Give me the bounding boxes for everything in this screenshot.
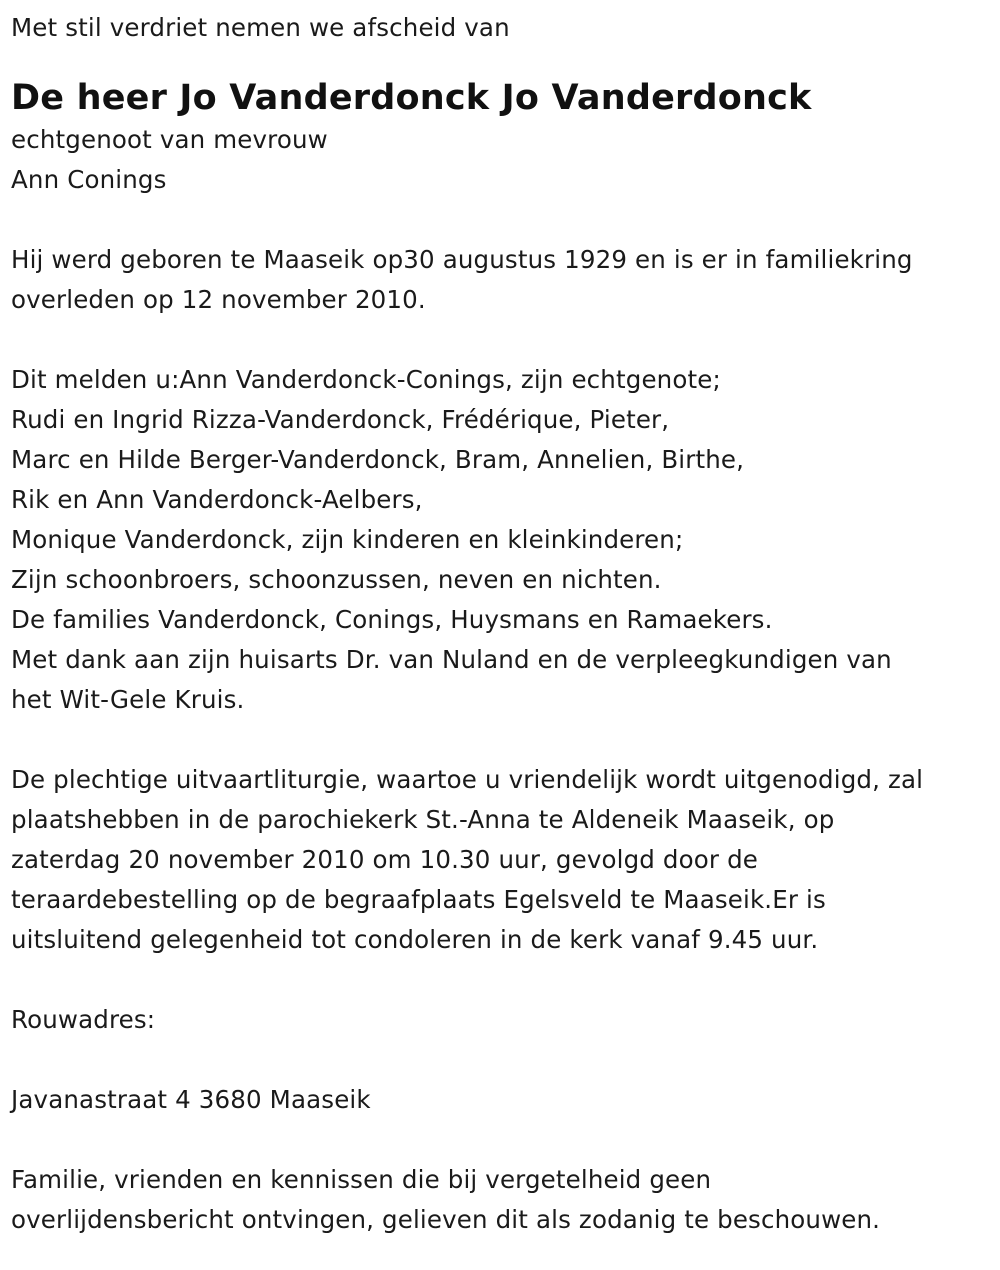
family-line: De families Vanderdonck, Conings, Huysmans en Ramaekers. <box>11 605 773 634</box>
spacer <box>11 1120 996 1160</box>
closing-line: overlijdensbericht ontvingen, gelieven dit als zodanig te beschouwen. <box>11 1205 881 1234</box>
family-line: het Wit-Gele Kruis. <box>11 685 245 714</box>
ceremony-line: zaterdag 20 november 2010 om 10.30 uur, gevolgd door de <box>11 845 758 874</box>
spacer <box>11 320 996 360</box>
address-label: Rouwadres: <box>11 1005 156 1034</box>
intro-text: Met stil verdriet nemen we afscheid van <box>11 13 510 42</box>
ceremony-line: uitsluitend gelegenheid tot condoleren in de kerk vanaf 9.45 uur. <box>11 925 819 954</box>
family-line: Marc en Hilde Berger-Vanderdonck, Bram, Annelien, Birthe, <box>11 445 745 474</box>
family-line: Dit melden u:Ann Vanderdonck-Conings, zijn echtgenote; <box>11 365 721 394</box>
obituary-notice <box>11 8 996 1240</box>
address-text: Javanastraat 4 3680 Maaseik <box>11 1085 371 1114</box>
spacer <box>11 48 996 76</box>
ceremony-line: De plechtige uitvaartliturgie, waartoe u vriendelijk wordt uitgenodigd, zal <box>11 765 924 794</box>
ceremony-line: plaatshebben in de parochiekerk St.-Anna te Aldeneik Maaseik, op <box>11 805 835 834</box>
deceased-name-title: De heer Jo Vanderdonck Jo Vanderdonck <box>11 78 812 118</box>
ceremony-line: teraardebestelling op de begraafplaats Egelsveld te Maaseik.Er is <box>11 885 826 914</box>
family-line: Rik en Ann Vanderdonck-Aelbers, <box>11 485 423 514</box>
spacer <box>11 960 996 1000</box>
spacer <box>11 1040 996 1080</box>
birth-death-line: overleden op 12 november 2010. <box>11 285 426 314</box>
spacer <box>11 720 996 760</box>
family-line: Met dank aan zijn huisarts Dr. van Nuland en de verpleegkundigen van <box>11 645 892 674</box>
closing-line: Familie, vrienden en kennissen die bij vergetelheid geen <box>11 1165 712 1194</box>
spacer <box>11 200 996 240</box>
spouse-relation: echtgenoot van mevrouw <box>11 125 328 154</box>
family-line: Zijn schoonbroers, schoonzussen, neven en nichten. <box>11 565 662 594</box>
birth-death-line: Hij werd geboren te Maaseik op30 augustus 1929 en is er in familiekring <box>11 245 913 274</box>
family-line: Rudi en Ingrid Rizza-Vanderdonck, Frédérique, Pieter, <box>11 405 670 434</box>
family-line: Monique Vanderdonck, zijn kinderen en kleinkinderen; <box>11 525 684 554</box>
spouse-name: Ann Conings <box>11 165 167 194</box>
